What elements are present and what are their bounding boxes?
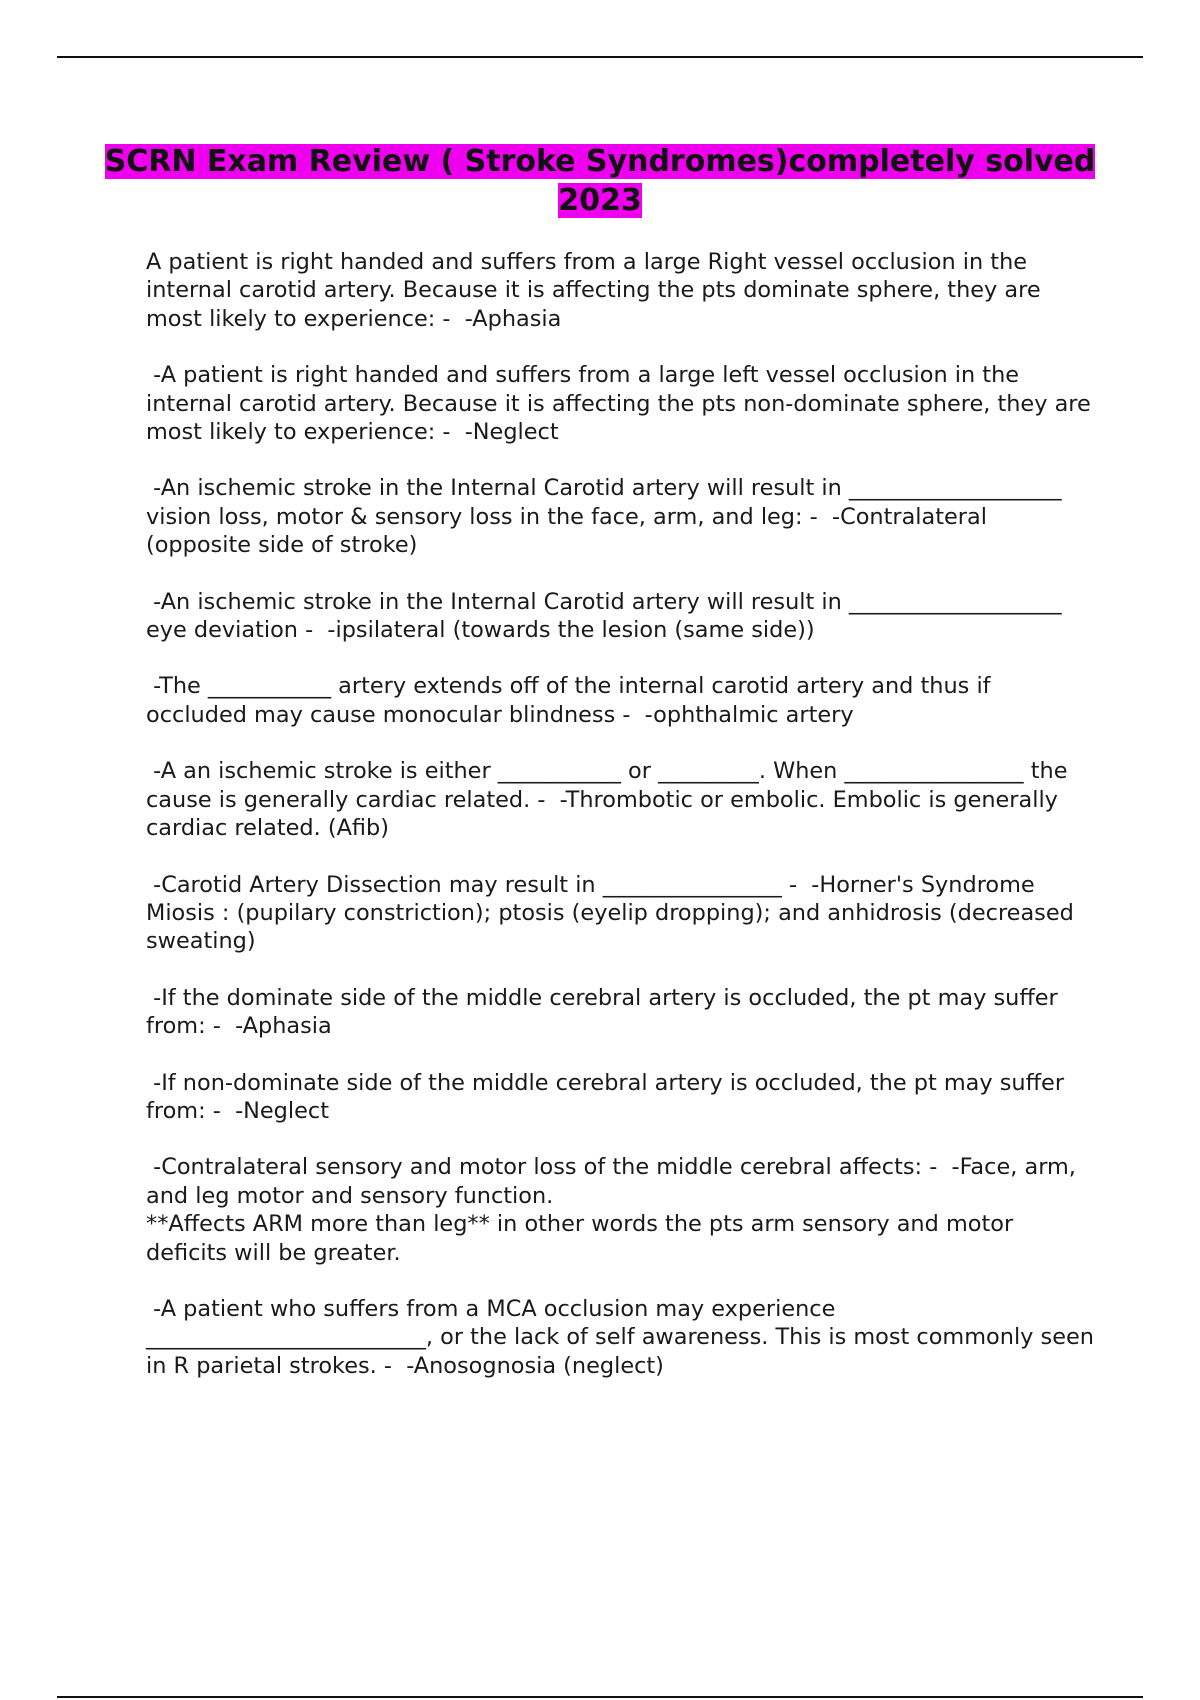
question-item-7: -Carotid Artery Dissection may result in ________________ - -Horner's Syndrome Miosis : (pupilary constriction); ptosis (eyelip dropping); and anhidrosis (decreased sweating) <box>146 871 1081 955</box>
document-title <box>100 142 1100 220</box>
question-item-2: -A patient is right handed and suffers from a large left vessel occlusion in the internal carotid artery. Because it is affecting the pts non-dominate sphere, they are most likely to experience: - -Neglect <box>146 362 1098 446</box>
question-item-9: -If non-dominate side of the middle cerebral artery is occluded, the pt may suffer from: - -Neglect <box>146 1069 1072 1124</box>
question-item-1: A patient is right handed and suffers from a large Right vessel occlusion in the internal carotid artery. Because it is affecting the pts dominate sphere, they are most likely to experience: - -Aphasia <box>146 249 1048 332</box>
question-item-11: -A patient who suffers from a MCA occlusion may experience _________________________, or the lack of self awareness. This is most commonly seen in R parietal strokes. - -Anosognosia (neglect) <box>146 1295 1102 1379</box>
question-item-5: -The ___________ artery extends off of the internal carotid artery and thus if occluded may cause monocular blindness - -ophthalmic artery <box>146 673 998 728</box>
title-highlight: SCRN Exam Review ( Stroke Syndromes)completely solved 2023 <box>104 144 1096 218</box>
question-item-8: -If the dominate side of the middle cerebral artery is occluded, the pt may suffer from: - -Aphasia <box>146 984 1065 1040</box>
question-item-10: -Contralateral sensory and motor loss of the middle cerebral affects: - -Face, arm, and leg motor and sensory function. **Affects ARM more than leg** in other words the pts arm sensory and motor deficits will be greater. <box>146 1154 1076 1266</box>
question-list <box>146 248 1102 1408</box>
top-divider <box>57 56 1143 58</box>
question-item-4: -An ischemic stroke in the Internal Carotid artery will result in ___________________ eye deviation - -ipsilateral (towards the lesion (same side)) <box>146 588 1069 644</box>
question-item-3: -An ischemic stroke in the Internal Carotid artery will result in ___________________ vision loss, motor & sensory loss in the face, arm, and leg: - -Contralateral (opposite side of stroke) <box>146 475 1069 559</box>
question-item-6: -A an ischemic stroke is either ___________ or _________. When ________________ the cause is generally cardiac related. - -Thrombotic or embolic. Embolic is generally cardiac related. (Afib) <box>146 758 1075 842</box>
bottom-divider <box>57 1696 1143 1698</box>
